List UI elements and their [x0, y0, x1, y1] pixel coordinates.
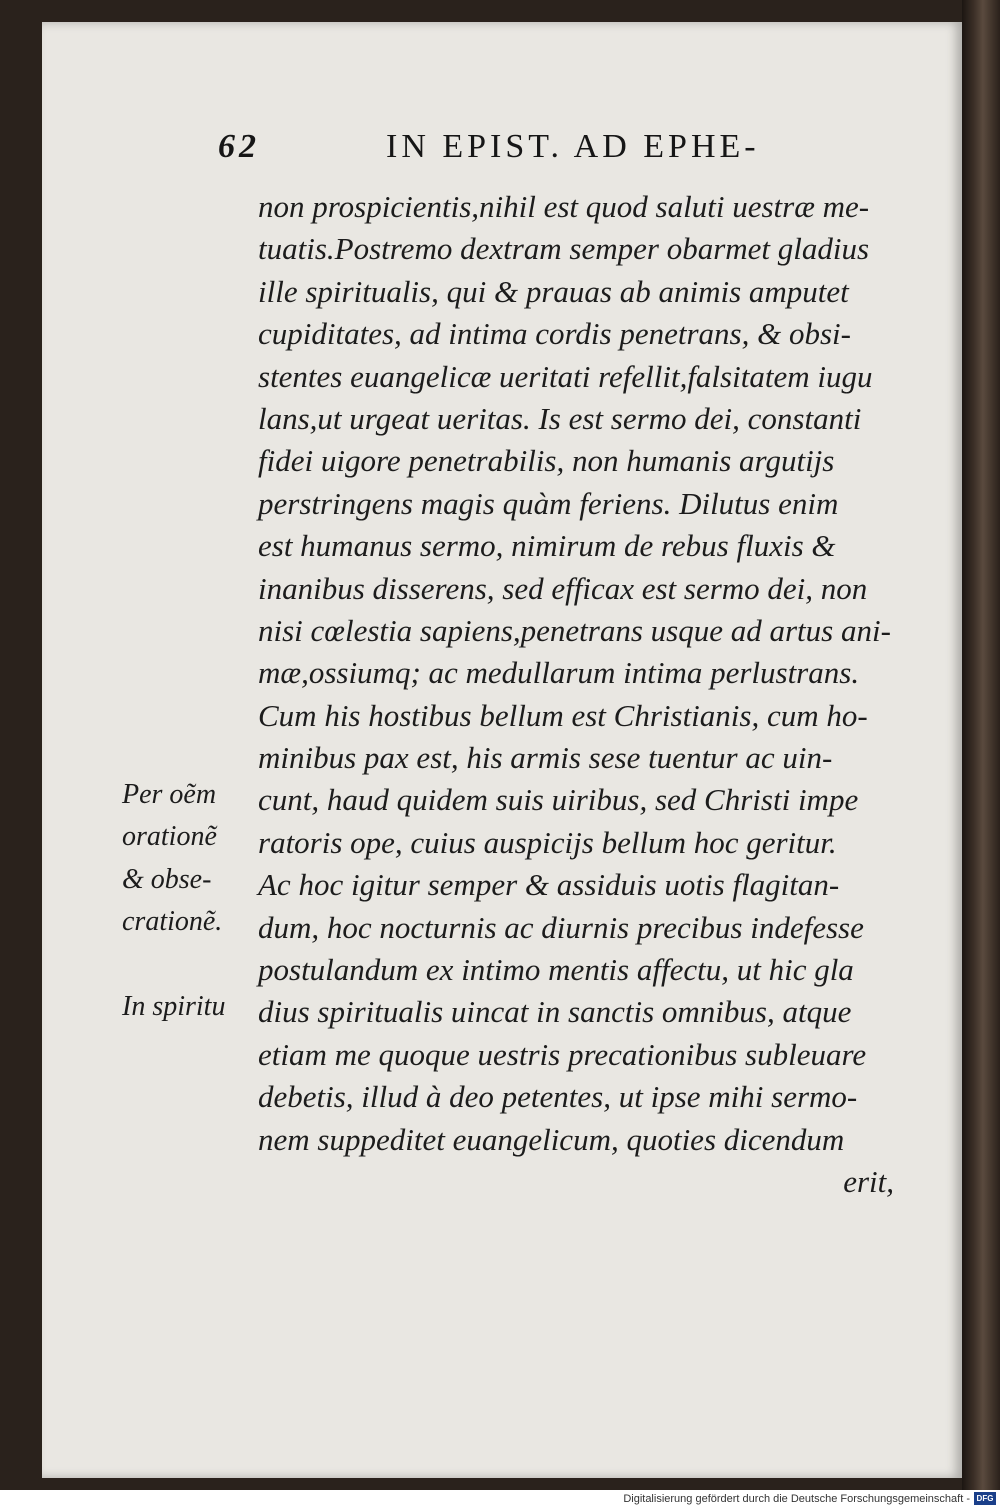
text-line: minibus pax est, his armis sese tuentur ac uin-	[258, 740, 833, 776]
text-line: nem suppeditet euangelicum, quoties dicendum	[258, 1121, 845, 1157]
text-line: nisi cœlestia sapiens,penetrans usque ad artus ani-	[258, 612, 891, 648]
margin-note: orationẽ	[122, 821, 217, 852]
text-line: etiam me quoque uestris precationibus subleuare	[258, 1036, 867, 1072]
margin-note: Per oẽm	[122, 779, 217, 810]
text-line: postulandum ex intimo mentis affectu, ut hic gla	[258, 952, 854, 988]
catchword: erit,	[843, 1163, 894, 1199]
text-line: ratoris ope, cuius auspicijs bellum hoc geritur.	[258, 824, 837, 860]
text-line: debetis, illud à deo petentes, ut ipse mihi sermo-	[258, 1079, 858, 1115]
dfg-logo-icon: DFG	[974, 1492, 996, 1505]
margin-note: & obse-	[122, 864, 212, 895]
text-line: tuatis.Postremo dextram semper obarmet gladius	[258, 231, 870, 267]
text-line: mæ,ossiumq; ac medullarum intima perlustrans.	[258, 655, 860, 691]
text-line: dius spiritualis uincat in sanctis omnibus, atque	[258, 994, 852, 1030]
text-line: ille spiritualis, qui & prauas ab animis amputet	[258, 273, 849, 309]
text-line: cunt, haud quidem suis uiribus, sed Christi impe	[258, 782, 859, 818]
running-title: IN EPIST. AD EPHE-	[386, 128, 760, 165]
footer-credit: Digitalisierung gefördert durch die Deutsche Forschungsgemeinschaft -	[623, 1493, 970, 1505]
page-header	[218, 128, 878, 168]
page-number: 62	[218, 128, 260, 165]
book-edge	[962, 0, 1000, 1490]
text-line: cupiditates, ad intima cordis penetrans, & obsi-	[258, 316, 851, 352]
margin-note: crationẽ.	[122, 906, 223, 937]
text-line: fidei uigore penetrabilis, non humanis argutijs	[258, 443, 835, 479]
text-line: non prospicientis,nihil est quod saluti uestræ me-	[258, 189, 870, 224]
text-line: Ac hoc igitur semper & assiduis uotis flagitan-	[258, 867, 840, 903]
text-line: dum, hoc nocturnis ac diurnis precibus indefesse	[258, 909, 864, 945]
text-line: perstringens magis quàm feriens. Dilutus enim	[258, 485, 839, 521]
text-line: stentes euangelicæ ueritati refellit,falsitatem iugu	[258, 358, 873, 394]
text-line: lans,ut urgeat ueritas. Is est sermo dei, constanti	[258, 400, 862, 436]
text-line: Cum his hostibus bellum est Christianis, cum ho-	[258, 697, 868, 733]
body-text	[258, 186, 894, 1203]
footer-bar	[0, 1490, 1000, 1508]
text-line: inanibus disserens, sed efficax est sermo dei, non	[258, 570, 868, 606]
margin-note: In spiritu	[122, 991, 226, 1022]
text-line: est humanus sermo, nimirum de rebus fluxis &	[258, 528, 836, 564]
